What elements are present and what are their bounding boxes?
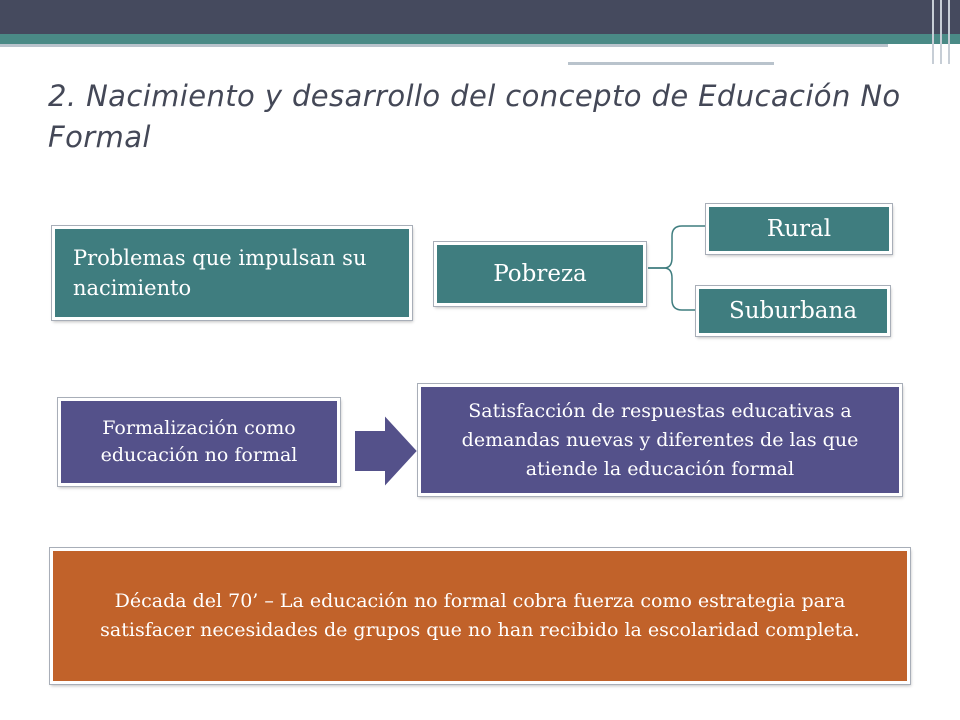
formalizacion-label: Formalización como educación no formal: [100, 417, 298, 466]
pobreza-label: Pobreza: [493, 261, 587, 287]
suburbana-label: Suburbana: [728, 298, 858, 324]
rural-label: Rural: [766, 216, 832, 242]
satisfaccion-label: Satisfacción de respuestas educativas a demandas nuevas y diferentes de las que atiende la educación formal: [461, 399, 859, 480]
decada-label: Década del 70’ – La educación no formal cobra fuerza como estrategia para satisfacer necesidades de grupos que no han recibido la escolaridad completa.: [100, 590, 860, 641]
problemas-label: Problemas que impulsan su nacimiento: [73, 246, 367, 300]
page-title: 2. Nacimiento y desarrollo del concepto de Educación No Formal: [48, 79, 901, 154]
decada-box: [50, 548, 910, 684]
satisfaccion-box: [418, 384, 902, 496]
